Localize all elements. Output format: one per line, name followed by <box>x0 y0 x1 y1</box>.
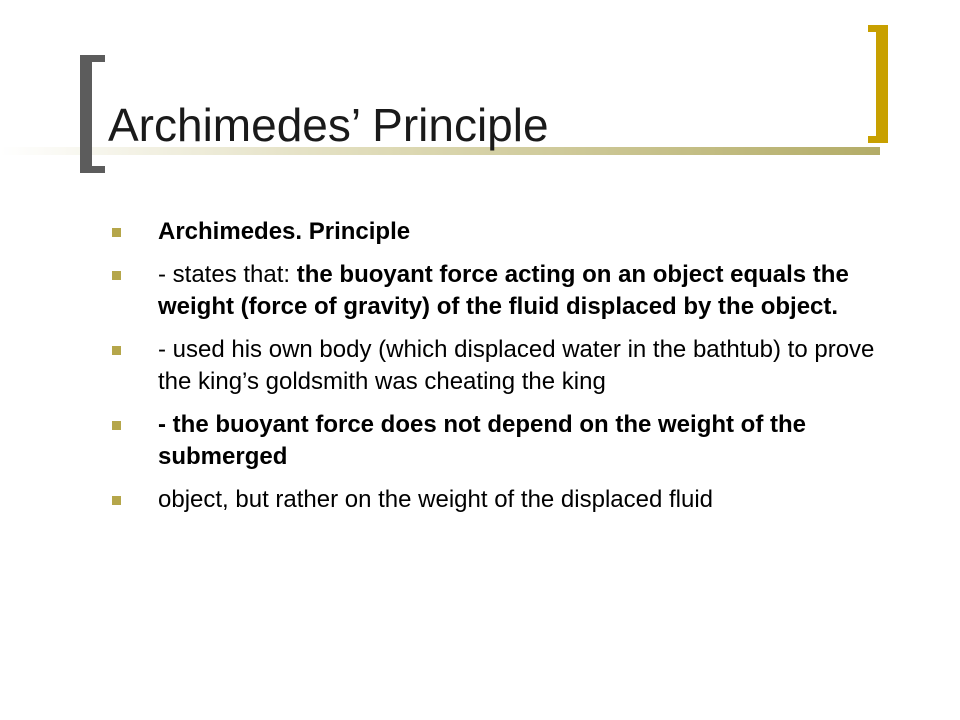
bullet-square-icon <box>112 496 121 505</box>
bullet-text: object, but rather on the weight of the displaced fluid <box>158 486 714 513</box>
bullet-item-definition <box>112 259 902 323</box>
left-bracket-decoration <box>80 55 105 173</box>
slide-title: Archimedes’ Principle <box>108 99 549 151</box>
bullet-list <box>112 216 902 527</box>
bullet-item-displaced-fluid <box>112 484 902 516</box>
bullet-item-bathtub <box>112 334 902 398</box>
bullet-text-bold: - the buoyant force does not depend on the weight of the submerged <box>158 411 806 470</box>
bullet-text: - used his own body (which displaced water in the bathtub) to prove the king’s goldsmith was cheating the king <box>158 336 875 395</box>
bullet-item-principle <box>112 216 902 248</box>
bullet-text-bold: Archimedes. Principle <box>158 218 411 245</box>
bullet-text-bold: the buoyant force acting on an object equals the weight (force of gravity) of the fluid displaced by the object. <box>158 261 849 320</box>
bullet-square-icon <box>112 271 121 280</box>
bullet-square-icon <box>112 421 121 430</box>
bullet-item-independence <box>112 409 902 473</box>
bullet-square-icon <box>112 228 121 237</box>
right-bracket-decoration <box>868 25 888 143</box>
bullet-text: - states that: <box>158 261 297 288</box>
bullet-square-icon <box>112 346 121 355</box>
